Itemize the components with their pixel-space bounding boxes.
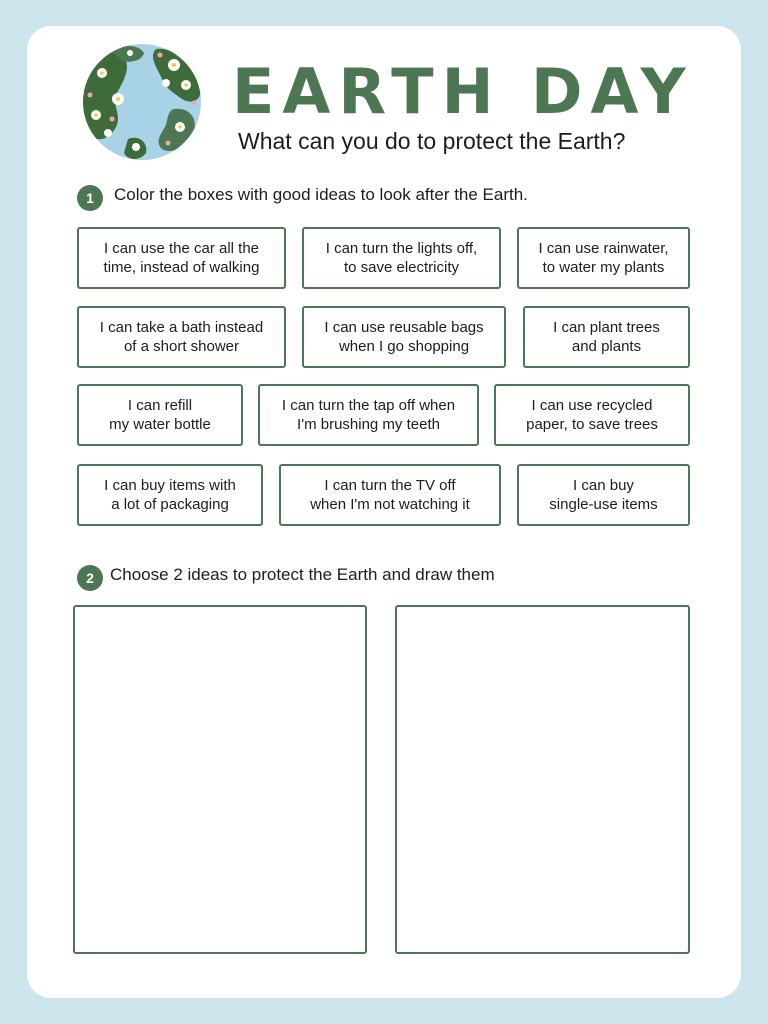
drawing-box-2[interactable] [395, 605, 690, 954]
idea-text: I can turn the lights off, to save electricity [325, 240, 478, 276]
idea-box-lights[interactable] [302, 227, 501, 289]
idea-box-refill-bottle[interactable] [77, 384, 243, 446]
idea-box-packaging[interactable] [77, 464, 263, 526]
idea-box-recycled-paper[interactable] [494, 384, 690, 446]
idea-text: I can use reusable bags when I go shopping [324, 319, 484, 355]
idea-text: I can plant trees and plants [553, 319, 660, 355]
idea-box-reusable-bags[interactable] [302, 306, 506, 368]
idea-box-tap-off[interactable] [258, 384, 479, 446]
idea-text: I can turn the TV off when I'm not watching it [310, 477, 470, 513]
earth-flower-globe-icon [82, 43, 202, 161]
step-1-badge: 1 [77, 185, 103, 211]
idea-text: I can use rainwater, to water my plants [538, 240, 669, 276]
step-2-instruction: Choose 2 ideas to protect the Earth and draw them [110, 565, 495, 584]
idea-text: I can buy items with a lot of packaging [104, 477, 236, 513]
idea-text: I can take a bath instead of a short shower [99, 319, 264, 355]
page-title: EARTH DAY [232, 55, 694, 128]
idea-text: I can use the car all the time, instead of walking [103, 240, 260, 276]
idea-text: I can use recycled paper, to save trees [526, 397, 658, 433]
idea-box-tv-off[interactable] [279, 464, 501, 526]
idea-box-car[interactable] [77, 227, 286, 289]
idea-box-bath[interactable] [77, 306, 286, 368]
step-2-badge: 2 [77, 565, 103, 591]
idea-box-single-use[interactable] [517, 464, 690, 526]
idea-text: I can turn the tap off when I'm brushing my teeth [281, 397, 456, 433]
idea-box-plant-trees[interactable] [523, 306, 690, 368]
idea-text: I can buy single-use items [549, 477, 658, 513]
step-1-instruction: Color the boxes with good ideas to look after the Earth. [114, 185, 528, 204]
idea-text: I can refill my water bottle [109, 397, 211, 433]
drawing-box-1[interactable] [73, 605, 367, 954]
page-subtitle: What can you do to protect the Earth? [238, 128, 626, 154]
idea-box-rainwater[interactable] [517, 227, 690, 289]
